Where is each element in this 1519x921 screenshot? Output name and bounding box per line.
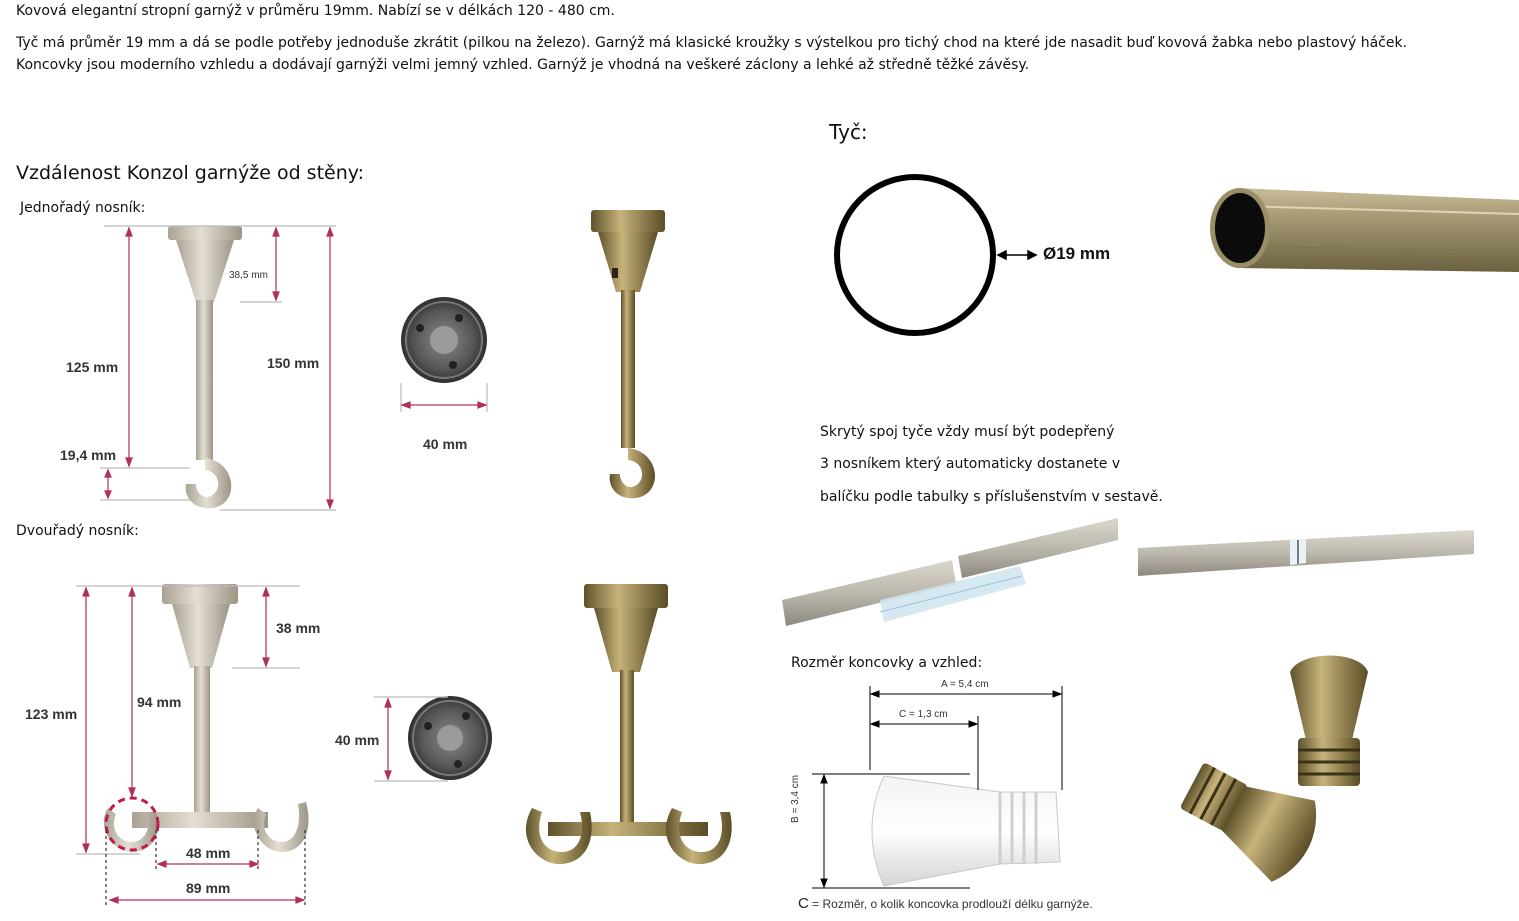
single-bracket-brass [591, 210, 665, 498]
joint-note-line-3: balíčku podle tabulky s příslušenstvím v sestavě. [820, 489, 1163, 505]
single-base-dimension [401, 383, 487, 412]
double-dim-38: 38 mm [276, 620, 321, 636]
rod-diameter-arrow [998, 251, 1036, 259]
rod-joint-photo-closed [1138, 530, 1474, 576]
double-bracket-heading: Dvouřadý nosník: [16, 523, 139, 539]
single-dim-19-4: 19,4 mm [60, 447, 117, 463]
endcap-footnote [798, 893, 1093, 912]
endcap-dim-c: C = 1,3 cm [899, 709, 948, 720]
rod-heading: Tyč: [829, 120, 868, 144]
double-bracket-brass [526, 584, 732, 864]
brass-rod-photo [1210, 188, 1519, 272]
single-dim-38-5: 38,5 mm [229, 270, 268, 281]
joint-note-line-1: Skrytý spoj tyče vždy musí být podepřený [820, 424, 1115, 440]
endcap-footnote-letter: C [798, 895, 809, 912]
double-dim-48: 48 mm [186, 845, 231, 861]
double-base-plate [408, 696, 492, 780]
intro-line-1: Kovová elegantní stropní garnýž v průměru 19mm. Nabízí se v délkách 120 - 480 cm. [16, 3, 615, 19]
endcap-footnote-text: = Rozměr, o kolik koncovka prodlouží délku garnýže. [808, 897, 1093, 911]
rod-cross-section [837, 177, 993, 333]
single-base-dim-40: 40 mm [423, 436, 468, 452]
double-dim-94: 94 mm [137, 694, 182, 710]
rod-diameter-label: Ø19 mm [1043, 244, 1111, 263]
endcap-dim-b: B = 3,4 cm [790, 774, 801, 823]
intro-line-3: Koncovky jsou moderního vzhledu a dodávají garnýži velmi jemný vzhled. Garnýž je vhodná na veškeré záclony a lehké až středně těžké závěsy. [16, 57, 1030, 73]
endcap-dim-a: A = 5,4 cm [941, 679, 989, 690]
intro-line-2: Tyč má průměr 19 mm a dá se podle potřeby jednoduše zkrátit (pilkou na železo). Garnýž má klasické kroužky s výstelkou pro tichý chod na které jde nasadit buď kovová žabka nebo plastový háček. [16, 35, 1408, 51]
double-dim-89: 89 mm [186, 880, 231, 896]
single-bracket-heading: Jednořadý nosník: [20, 200, 146, 216]
double-base-dim-40: 40 mm [335, 732, 380, 748]
double-dim-123: 123 mm [25, 706, 78, 722]
endcap-heading: Rozměr koncovky a vzhled: [791, 655, 983, 671]
rod-joint-photo-open [782, 518, 1118, 626]
bracket-distance-heading: Vzdálenost Konzol garnýže od stěny: [16, 162, 365, 184]
single-dim-150: 150 mm [267, 355, 320, 371]
single-base-plate [401, 297, 487, 383]
single-bracket-satin [168, 226, 242, 508]
single-dim-125: 125 mm [66, 359, 119, 375]
joint-note-line-2: 3 nosníkem který automaticky dostanete v [820, 456, 1121, 472]
endcap-drawing [872, 776, 1060, 886]
endcap-brass-photo [1169, 656, 1368, 890]
